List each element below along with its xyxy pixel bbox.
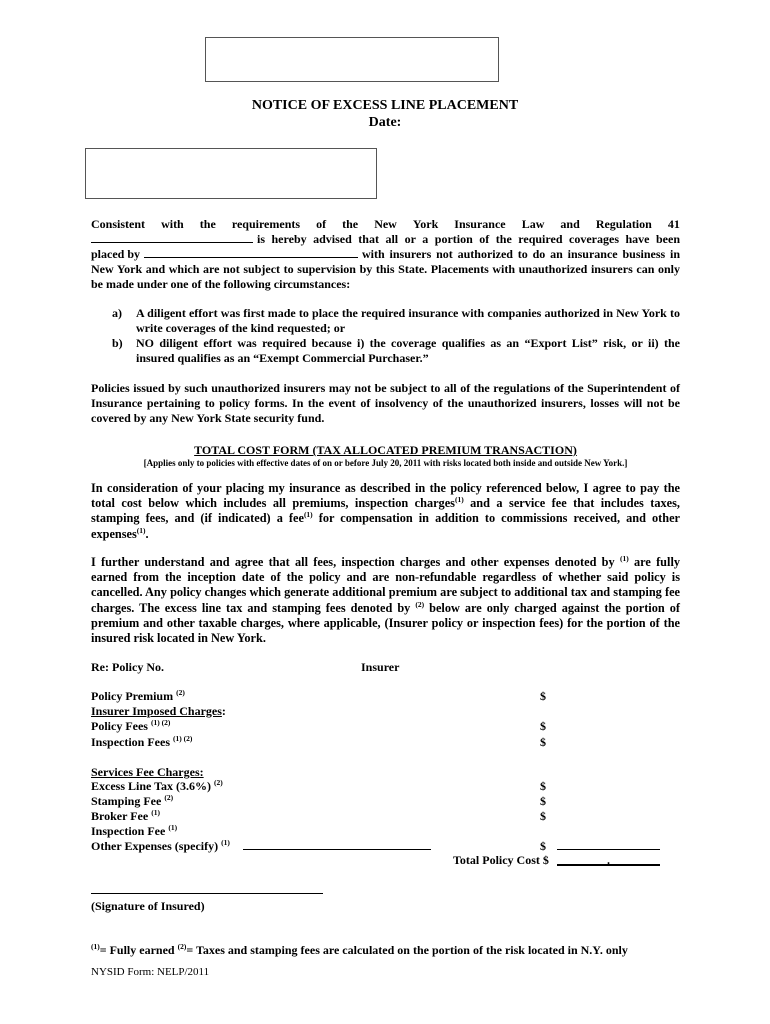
inspection-fees-dollar: $ bbox=[540, 735, 546, 749]
intro-paragraph bbox=[91, 217, 680, 292]
intro-line-2: is hereby advised that all or a portion of the required coverages have been bbox=[91, 232, 680, 247]
total-policy-cost-label: Total Policy Cost $ bbox=[453, 853, 549, 867]
excess-line-tax-label: Excess Line Tax (3.6%) $^{(2)}$ bbox=[91, 778, 223, 793]
other-expenses-label: Other Expenses (specify) $^{(1)}$ bbox=[91, 838, 230, 853]
other-expenses-dollar: $ bbox=[540, 839, 546, 853]
stamping-fee-dollar: $ bbox=[540, 794, 546, 808]
header-stamp-box bbox=[205, 37, 499, 82]
inspection-fee-label: Inspection Fee $^{(1)}$ bbox=[91, 823, 178, 838]
circumstance-a-marker: a) bbox=[112, 306, 122, 320]
addressee-box[interactable] bbox=[85, 148, 377, 199]
broker-name-field[interactable] bbox=[144, 247, 358, 258]
total-policy-cost-mark: . bbox=[607, 853, 610, 867]
circumstance-a-text: A diligent effort was first made to place the required insurance with companies authorized in New York to write coverages of the kind requested; or bbox=[136, 306, 680, 335]
understand-paragraph: I further understand and agree that all fees, inspection charges and other expenses denoted by $^{(1)}$ are fully earned from the inception date of the policy and are non-refundable regardless of whether said policy is cancelled. Any policy changes which generate additional premium are subject to additional tax and stamping fee charges. The excess line tax and stamping fees denoted by $^{(2)}$ below are only charged against the portion of premium and other taxable charges, where applicable, (Insurer policy or inspection fees) for the portion of the insured risk located in New York. bbox=[91, 553, 681, 646]
form-id: NYSID Form: NELP/2011 bbox=[91, 966, 210, 978]
intro-line-3: placed by with insurers not authorized to do an insurance business in bbox=[91, 247, 680, 261]
intro-rest: New York and which are not subject to supervision by this State. Placements with unauthorized insurers can only be made under one of the following circumstances: bbox=[91, 262, 680, 291]
circumstance-b-marker: b) bbox=[112, 336, 123, 350]
footnote: $^{(1)}$= Fully earned $^{(2)}$= Taxes and stamping fees are calculated on the portion of the risk located in N.Y. only bbox=[91, 942, 628, 957]
insurer-imposed-heading: Insurer Imposed Charges: bbox=[91, 704, 226, 718]
intro-line-1: Consistent with the requirements of the New York Insurance Law and Regulation 41 bbox=[91, 217, 680, 231]
excess-line-tax-dollar: $ bbox=[540, 779, 546, 793]
policy-premium-dollar: $ bbox=[540, 689, 546, 703]
signature-line[interactable] bbox=[91, 893, 323, 894]
policies-paragraph: Policies issued by such unauthorized insurers may not be subject to all of the regulations of the Superintendent of Insurance pertaining to policy forms. In the event of insolvency of the unauthorized insurers, losses will not be covered by any New York State security fund. bbox=[91, 381, 680, 425]
policy-fees-label: Policy Fees $^{(1) (2)}$ bbox=[91, 718, 171, 733]
total-cost-subheading: [Applies only to policies with effective dates of on or before July 20, 2011 with risks located both inside and outside New York.] bbox=[143, 458, 628, 468]
stamping-fee-label: Stamping Fee $^{(2)}$ bbox=[91, 793, 174, 808]
other-expenses-specify-field[interactable] bbox=[243, 849, 431, 850]
inspection-fees-label: Inspection Fees $^{(1) (2)}$ bbox=[91, 734, 193, 749]
broker-fee-dollar: $ bbox=[540, 809, 546, 823]
insured-name-field[interactable] bbox=[91, 232, 253, 243]
circumstance-b-text: NO diligent effort was required because i) the coverage qualifies as an “Export List” risk, or ii) the insured qualifies as an “Exempt Commercial Purchaser.” bbox=[136, 336, 680, 365]
insurer-label: Insurer bbox=[361, 660, 400, 674]
date-label: Date: bbox=[368, 115, 402, 130]
other-expenses-amount-field[interactable] bbox=[557, 849, 660, 850]
services-fee-heading: Services Fee Charges: bbox=[91, 765, 204, 779]
re-policy-label: Re: Policy No. bbox=[91, 660, 164, 674]
signature-label: (Signature of Insured) bbox=[91, 899, 205, 913]
policy-fees-dollar: $ bbox=[540, 719, 546, 733]
consideration-paragraph: In consideration of your placing my insurance as described in the policy referenced below, I agree to pay the total cost below which includes all premiums, inspection charges$^{(1)}$ and a service fee that includes taxes, stamping fees, and (if indicated) a fee$^{(1)}$ for compensation in addition to commissions received, and other expenses$^{(1)}$. bbox=[91, 481, 680, 541]
document-title: NOTICE OF EXCESS LINE PLACEMENT bbox=[251, 98, 519, 113]
policy-premium-label: Policy Premium $^{(2)}$ bbox=[91, 688, 185, 703]
intro-word-consistent: Consistent bbox=[91, 217, 146, 231]
broker-fee-label: Broker Fee $^{(1)}$ bbox=[91, 808, 160, 823]
total-cost-heading: TOTAL COST FORM (TAX ALLOCATED PREMIUM TRANSACTION) bbox=[194, 443, 577, 457]
